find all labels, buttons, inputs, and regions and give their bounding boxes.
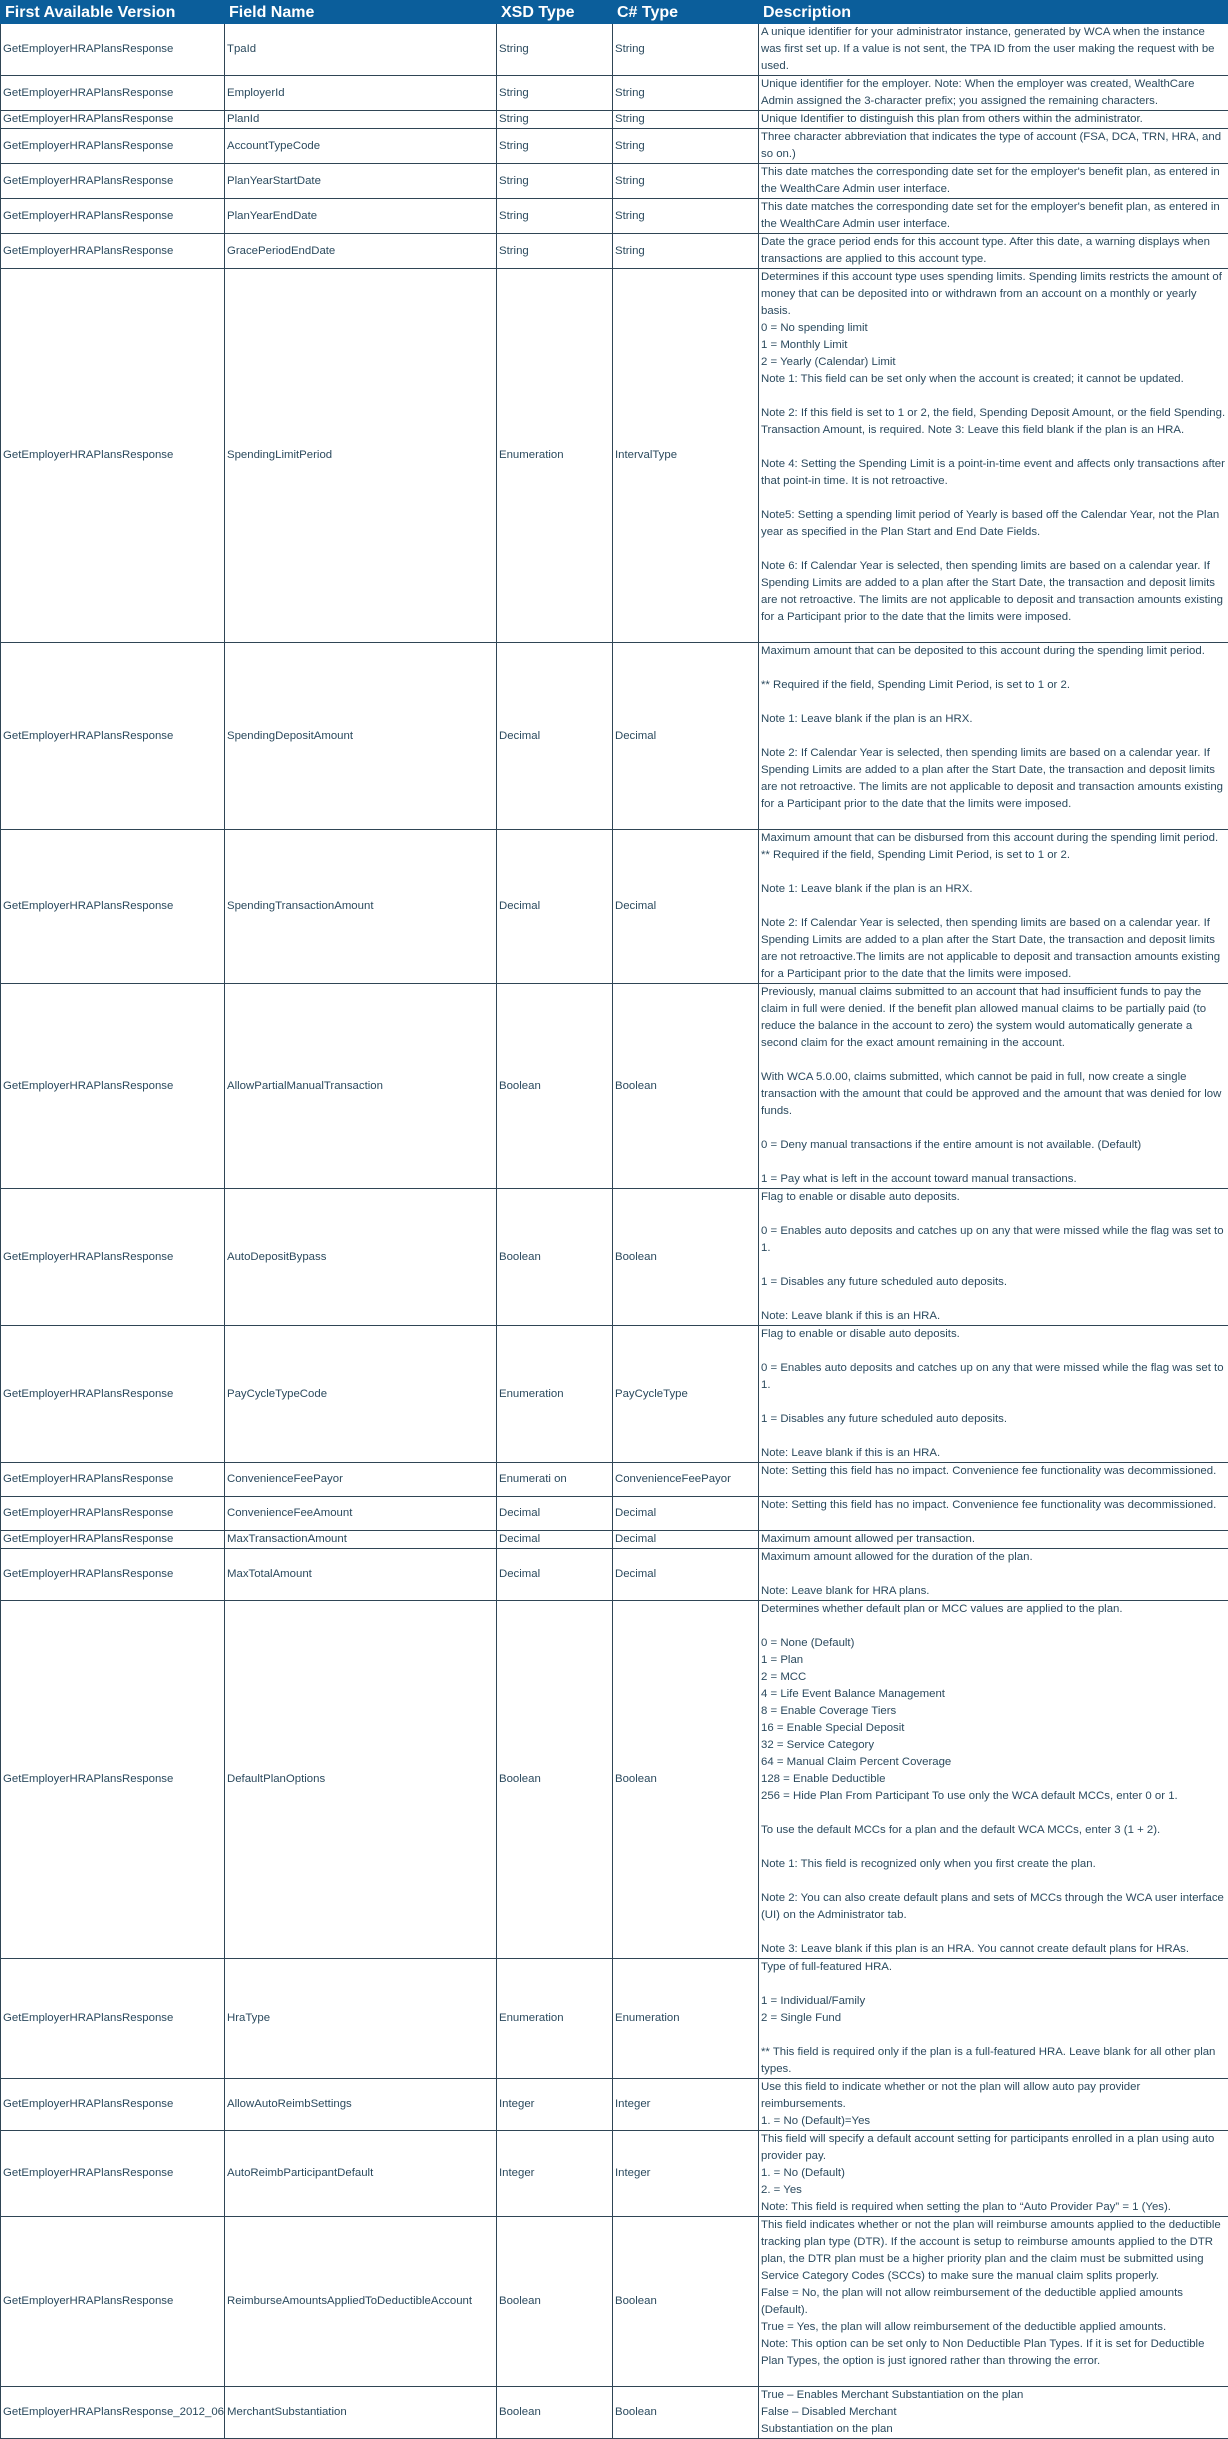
cell-cs-type: Decimal [613,1549,759,1601]
description-line: 32 = Service Category [761,1737,1226,1754]
table-row [1,2079,1228,2131]
cell-cs-type: Decimal [613,1531,759,1549]
cell-xsd-type: Enumeration [497,269,613,643]
cell-field-name: MerchantSubstantiation [225,2387,497,2439]
description-line: Note: Leave blank for HRA plans. [761,1583,1226,1600]
cell-version: GetEmployerHRAPlansResponse [1,234,225,269]
cell-version: GetEmployerHRAPlansResponse [1,269,225,643]
cell-field-name: GracePeriodEndDate [225,234,497,269]
cell-cs-type: String [613,129,759,164]
description-line: Maximum amount allowed for the duration of the plan. [761,1549,1226,1566]
description-line [761,1120,1226,1137]
description-line: Determines whether default plan or MCC values are applied to the plan. [761,1601,1226,1618]
cell-xsd-type: String [497,199,613,234]
table-row [1,1326,1228,1463]
description-line: Note: This option can be set only to Non Deductible Plan Types. If it is set for Deductible Plan Types, the option is just ignored rather than throwing the error. [761,2336,1226,2370]
description-line: Note 2: If this field is set to 1 or 2, the field, Spending Deposit Amount, or the field Spending. Transaction Amount, is required. Note 3: Leave this field blank if the plan is an HRA. [761,405,1226,439]
description-line: Note5: Setting a spending limit period of Yearly is based off the Calendar Year, not the Plan year as specified in the Plan Start and End Date Fields. [761,507,1226,541]
description-line: This date matches the corresponding date set for the employer's benefit plan, as entered in the WealthCare Admin user interface. [761,164,1226,198]
header-cs-type: C# Type [613,1,759,24]
description-line [761,1257,1226,1274]
cell-version: GetEmployerHRAPlansResponse [1,2217,225,2387]
description-line: 1 = Disables any future scheduled auto deposits. [761,1274,1226,1291]
table-row [1,199,1228,234]
table-row [1,984,1228,1189]
cell-description [759,2387,1228,2439]
description-line [761,1343,1226,1360]
description-line: 128 = Enable Deductible [761,1771,1226,1788]
description-line: 1. = No (Default) [761,2165,1226,2182]
cell-version: GetEmployerHRAPlansResponse [1,1601,225,1959]
description-line [761,388,1226,405]
table-row [1,234,1228,269]
cell-field-name: PayCycleTypeCode [225,1326,497,1463]
description-line: 1 = Pay what is left in the account toward manual transactions. [761,1171,1226,1188]
cell-field-name: TpaId [225,24,497,76]
cell-field-name: PlanId [225,111,497,129]
description-line [761,728,1226,745]
table-row [1,1601,1228,1959]
table-row [1,1549,1228,1601]
table-row [1,269,1228,643]
cell-cs-type: String [613,24,759,76]
cell-cs-type: Boolean [613,2217,759,2387]
cell-description [759,269,1228,643]
table-row [1,24,1228,76]
description-line: Note 4: Setting the Spending Limit is a point-in-time event and affects only transactions after that point-in time. It is not retroactive. [761,456,1226,490]
cell-field-name: HraType [225,1959,497,2079]
table-row [1,1463,1228,1497]
description-line: This field indicates whether or not the plan will reimburse amounts applied to the deductible tracking plan type (DTR). If the account is setup to reimburse amounts applied to the DTR plan, the DTR plan must be a higher priority plan and the claim must be submitted using Service Category Codes (SCCs) to make sure the manual claim splits properly. [761,2217,1226,2285]
cell-description [759,643,1228,830]
table-row [1,1189,1228,1326]
description-line: Note 1: This field is recognized only when you first create the plan. [761,1856,1226,1873]
table-row [1,111,1228,129]
cell-description [759,1463,1228,1497]
description-line: To use the default MCCs for a plan and the default WCA MCCs, enter 3 (1 + 2). [761,1822,1226,1839]
header-version: First Available Version [1,1,225,24]
cell-field-name: ConvenienceFeeAmount [225,1497,497,1531]
cell-xsd-type: Boolean [497,1601,613,1959]
description-line: 256 = Hide Plan From Participant To use only the WCA default MCCs, enter 0 or 1. [761,1788,1226,1805]
cell-version: GetEmployerHRAPlansResponse [1,830,225,984]
description-line [761,1394,1226,1411]
cell-version: GetEmployerHRAPlansResponse [1,2079,225,2131]
description-line [761,1428,1226,1445]
description-line: True = Yes, the plan will allow reimbursement of the deductible applied amounts. [761,2319,1226,2336]
header-xsd-type: XSD Type [497,1,613,24]
cell-xsd-type: Decimal [497,643,613,830]
description-line [761,1566,1226,1583]
cell-field-name: ConvenienceFeePayor [225,1463,497,1497]
table-row [1,76,1228,111]
description-line: 2. = Yes [761,2182,1226,2199]
description-line: Type of full-featured HRA. [761,1959,1226,1976]
cell-cs-type: PayCycleType [613,1326,759,1463]
description-line [761,1839,1226,1856]
description-line: 1 = Individual/Family [761,1993,1226,2010]
cell-field-name: MaxTotalAmount [225,1549,497,1601]
description-line: Note 3: Leave blank if this plan is an HRA. You cannot create default plans for HRAs. [761,1941,1226,1958]
header-row [1,1,1228,24]
cell-description [759,1326,1228,1463]
description-line: Note 2: If Calendar Year is selected, then spending limits are based on a calendar year. If Spending Limits are added to a plan after the Start Date, the transaction and deposit limits are not retroactive.The limits are not applicable to deposit and transaction amounts existing for a Participant prior to the date that the limits were imposed. [761,915,1226,983]
cell-description [759,164,1228,199]
description-line [761,1924,1226,1941]
description-line: 2 = Yearly (Calendar) Limit [761,354,1226,371]
cell-field-name: AutoReimbParticipantDefault [225,2131,497,2217]
description-line: 64 = Manual Claim Percent Coverage [761,1754,1226,1771]
cell-cs-type: Boolean [613,984,759,1189]
description-line: This field will specify a default account setting for participants enrolled in a plan using auto provider pay. [761,2131,1226,2165]
cell-cs-type: Boolean [613,2387,759,2439]
cell-cs-type: Decimal [613,830,759,984]
description-line: 0 = Enables auto deposits and catches up on any that were missed while the flag was set to 1. [761,1360,1226,1394]
description-line: 0 = No spending limit [761,320,1226,337]
cell-xsd-type: String [497,234,613,269]
cell-version: GetEmployerHRAPlansResponse [1,164,225,199]
cell-field-name: PlanYearEndDate [225,199,497,234]
table-row [1,2131,1228,2217]
cell-cs-type: String [613,111,759,129]
description-line: 0 = None (Default) [761,1635,1226,1652]
table-row [1,830,1228,984]
cell-cs-type: ConvenienceFeePayor [613,1463,759,1497]
description-line [761,1805,1226,1822]
cell-version: GetEmployerHRAPlansResponse [1,129,225,164]
cell-field-name: ReimburseAmountsAppliedToDeductibleAccount [225,2217,497,2387]
description-line: ** This field is required only if the plan is a full-featured HRA. Leave blank for all other plan types. [761,2044,1226,2078]
cell-field-name: EmployerId [225,76,497,111]
cell-field-name: AllowPartialManualTransaction [225,984,497,1189]
description-line: Maximum amount that can be disbursed from this account during the spending limit period. ** Required if the field, Spending Limit Period, is set to 1 or 2. [761,830,1226,864]
description-line: With WCA 5.0.00, claims submitted, which cannot be paid in full, now create a single transaction with the amount that could be approved and the amount that was denied for low funds. [761,1069,1226,1120]
description-line: 2 = Single Fund [761,2010,1226,2027]
description-line: Note 1: Leave blank if the plan is an HRX. [761,711,1226,728]
cell-xsd-type: Integer [497,2131,613,2217]
description-line [761,1206,1226,1223]
cell-xsd-type: Enumerati on [497,1463,613,1497]
cell-cs-type: IntervalType [613,269,759,643]
description-line [761,1618,1226,1635]
cell-version: GetEmployerHRAPlansResponse [1,1463,225,1497]
cell-xsd-type: Enumeration [497,1326,613,1463]
cell-description [759,1531,1228,1549]
description-line [761,1052,1226,1069]
description-line: Maximum amount that can be deposited to this account during the spending limit period. [761,643,1226,660]
cell-version: GetEmployerHRAPlansResponse [1,2131,225,2217]
cell-xsd-type: String [497,24,613,76]
cell-xsd-type: Boolean [497,2387,613,2439]
cell-field-name: SpendingDepositAmount [225,643,497,830]
cell-description [759,1549,1228,1601]
description-line [761,439,1226,456]
description-line: Substantiation on the plan [761,2421,1226,2438]
description-line: Unique Identifier to distinguish this plan from others within the administrator. [761,111,1226,128]
description-line: Note: Setting this field has no impact. Convenience fee functionality was decommissioned. [761,1463,1226,1480]
description-line: 4 = Life Event Balance Management [761,1686,1226,1703]
cell-xsd-type: Boolean [497,1189,613,1326]
cell-cs-type: Integer [613,2131,759,2217]
cell-xsd-type: String [497,129,613,164]
cell-version: GetEmployerHRAPlansResponse [1,111,225,129]
cell-description [759,1959,1228,2079]
cell-cs-type: Integer [613,2079,759,2131]
cell-description [759,2131,1228,2217]
description-line: 0 = Enables auto deposits and catches up on any that were missed while the flag was set to 1. [761,1223,1226,1257]
description-line: Note 1: Leave blank if the plan is an HRX. [761,881,1226,898]
cell-version: GetEmployerHRAPlansResponse [1,1531,225,1549]
cell-xsd-type: String [497,164,613,199]
table-body [1,24,1228,2439]
cell-cs-type: Boolean [613,1601,759,1959]
table-row [1,1959,1228,2079]
cell-field-name: SpendingLimitPeriod [225,269,497,643]
table-row [1,643,1228,830]
cell-version: GetEmployerHRAPlansResponse [1,1497,225,1531]
cell-description [759,984,1228,1189]
description-line: Maximum amount allowed per transaction. [761,1531,1226,1548]
description-line: A unique identifier for your administrator instance, generated by WCA when the instance was first set up. If a value is not sent, the TPA ID from the user making the request with be used. [761,24,1226,75]
cell-cs-type: Boolean [613,1189,759,1326]
cell-description [759,234,1228,269]
cell-version: GetEmployerHRAPlansResponse [1,24,225,76]
cell-version: GetEmployerHRAPlansResponse [1,76,225,111]
description-line: Note: Leave blank if this is an HRA. [761,1308,1226,1325]
description-line [761,898,1226,915]
cell-xsd-type: Boolean [497,2217,613,2387]
table-row [1,2387,1228,2439]
cell-version: GetEmployerHRAPlansResponse [1,1189,225,1326]
description-line: Note 2: You can also create default plans and sets of MCCs through the WCA user interface (UI) on the Administrator tab. [761,1890,1226,1924]
description-line: ** Required if the field, Spending Limit Period, is set to 1 or 2. [761,677,1226,694]
description-line: Note 1: This field can be set only when the account is created; it cannot be updated. [761,371,1226,388]
cell-version: GetEmployerHRAPlansResponse [1,1326,225,1463]
description-line: Date the grace period ends for this account type. After this date, a warning displays when transactions are applied to this account type. [761,234,1226,268]
description-line: False = No, the plan will not allow reimbursement of the deductible applied amounts (Default). [761,2285,1226,2319]
description-line: Flag to enable or disable auto deposits. [761,1326,1226,1343]
description-line: 1. = No (Default)=Yes [761,2113,1226,2130]
cell-field-name: AllowAutoReimbSettings [225,2079,497,2131]
cell-xsd-type: Decimal [497,1497,613,1531]
description-line: Note: Setting this field has no impact. Convenience fee functionality was decommissioned. [761,1497,1226,1514]
description-line: This date matches the corresponding date set for the employer's benefit plan, as entered in the WealthCare Admin user interface. [761,199,1226,233]
cell-description [759,111,1228,129]
description-line [761,1976,1226,1993]
cell-field-name: AccountTypeCode [225,129,497,164]
description-line: 16 = Enable Special Deposit [761,1720,1226,1737]
cell-xsd-type: String [497,76,613,111]
table-row [1,1531,1228,1549]
cell-field-name: SpendingTransactionAmount [225,830,497,984]
cell-xsd-type: String [497,111,613,129]
cell-field-name: PlanYearStartDate [225,164,497,199]
cell-cs-type: Decimal [613,643,759,830]
cell-description [759,1189,1228,1326]
description-line: 1 = Monthly Limit [761,337,1226,354]
description-line [761,490,1226,507]
description-line: 2 = MCC [761,1669,1226,1686]
description-line [761,2027,1226,2044]
header-description: Description [759,1,1228,24]
cell-xsd-type: Decimal [497,830,613,984]
description-line: 8 = Enable Coverage Tiers [761,1703,1226,1720]
cell-description [759,24,1228,76]
description-line: 0 = Deny manual transactions if the entire amount is not available. (Default) [761,1137,1226,1154]
description-line [761,694,1226,711]
cell-version: GetEmployerHRAPlansResponse [1,1959,225,2079]
description-line: Unique identifier for the employer. Note: When the employer was created, WealthCare Admin assigned the 3-character prefix; you assigned the remaining characters. [761,76,1226,110]
cell-version: GetEmployerHRAPlansResponse [1,199,225,234]
cell-field-name: DefaultPlanOptions [225,1601,497,1959]
cell-field-name: AutoDepositBypass [225,1189,497,1326]
description-line: Note: Leave blank if this is an HRA. [761,1445,1226,1462]
cell-field-name: MaxTransactionAmount [225,1531,497,1549]
cell-cs-type: String [613,234,759,269]
description-line: Note 2: If Calendar Year is selected, then spending limits are based on a calendar year. If Spending Limits are added to a plan after the Start Date, the transaction and deposit limits are not retroactive. The limits are not applicable to deposit and transaction amounts existing for a Participant prior to the date that the limits were imposed. [761,745,1226,813]
cell-description [759,199,1228,234]
cell-version: GetEmployerHRAPlansResponse [1,643,225,830]
description-line: 1 = Disables any future scheduled auto deposits. [761,1411,1226,1428]
cell-xsd-type: Decimal [497,1549,613,1601]
description-line: 1 = Plan [761,1652,1226,1669]
cell-xsd-type: Integer [497,2079,613,2131]
cell-description [759,2079,1228,2131]
cell-xsd-type: Decimal [497,1531,613,1549]
header-field-name: Field Name [225,1,497,24]
description-line [761,864,1226,881]
cell-cs-type: String [613,76,759,111]
cell-xsd-type: Boolean [497,984,613,1189]
description-line: Three character abbreviation that indicates the type of account (FSA, DCA, TRN, HRA, and so on.) [761,129,1226,163]
description-line: Note: This field is required when setting the plan to “Auto Provider Pay” = 1 (Yes). [761,2199,1226,2216]
description-line: False – Disabled Merchant [761,2404,1226,2421]
table-row [1,164,1228,199]
table-row [1,129,1228,164]
cell-description [759,1497,1228,1531]
cell-version: GetEmployerHRAPlansResponse [1,984,225,1189]
cell-description [759,1601,1228,1959]
table-row [1,1497,1228,1531]
cell-cs-type: Enumeration [613,1959,759,2079]
description-line [761,660,1226,677]
description-line [761,1291,1226,1308]
cell-description [759,830,1228,984]
cell-description [759,129,1228,164]
description-line [761,541,1226,558]
description-line: Determines if this account type uses spending limits. Spending limits restricts the amount of money that can be deposited into or withdrawn from an account on a monthly or yearly basis. [761,269,1226,320]
description-line: Previously, manual claims submitted to an account that had insufficient funds to pay the claim in full were denied. If the benefit plan allowed manual claims to be partially paid (to reduce the balance in the account to zero) the system would automatically generate a second claim for the exact amount remaining in the account. [761,984,1226,1052]
cell-description [759,2217,1228,2387]
description-line: Note 6: If Calendar Year is selected, then spending limits are based on a calendar year. If Spending Limits are added to a plan after the Start Date, the transaction and deposit limits are not retroactive. The limits are not applicable to deposit and transaction amounts existing for a Participant prior to the date that the limits were imposed. [761,558,1226,626]
cell-cs-type: String [613,199,759,234]
description-line [761,1873,1226,1890]
cell-cs-type: String [613,164,759,199]
description-line: True – Enables Merchant Substantiation on the plan [761,2387,1226,2404]
description-line: Use this field to indicate whether or not the plan will allow auto pay provider reimbursements. [761,2079,1226,2113]
cell-version: GetEmployerHRAPlansResponse_2012_06 [1,2387,225,2439]
description-line [761,1154,1226,1171]
table-row [1,2217,1228,2387]
description-line: Flag to enable or disable auto deposits. [761,1189,1226,1206]
cell-xsd-type: Enumeration [497,1959,613,2079]
cell-cs-type: Decimal [613,1497,759,1531]
cell-version: GetEmployerHRAPlansResponse [1,1549,225,1601]
cell-description [759,76,1228,111]
